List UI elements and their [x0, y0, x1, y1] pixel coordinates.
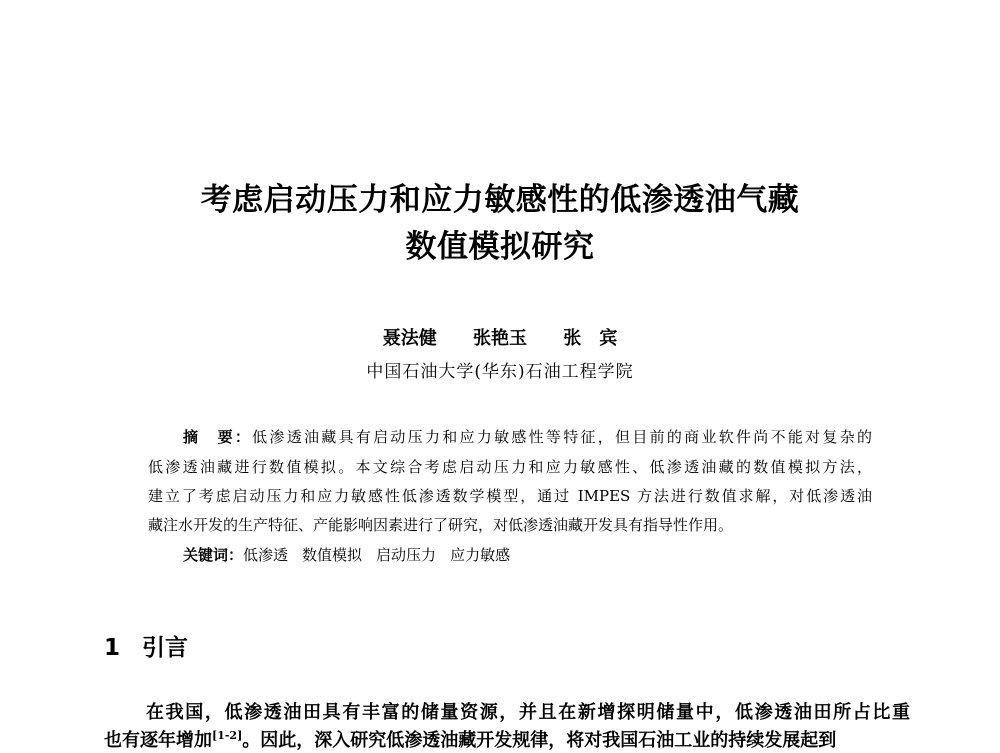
abstract-label: 摘 要： — [183, 428, 253, 446]
abstract-line: 藏注水开发的生产特征、产能影响因素进行了研究，对低渗透油藏开发具有指导性作用。 — [148, 516, 734, 534]
keywords-label: 关键词： — [183, 546, 244, 564]
keyword: 低渗透 — [243, 546, 289, 564]
section-title: 引言 — [142, 635, 189, 661]
paper-title-line-2: 数值模拟研究 — [405, 229, 595, 265]
author-list — [0, 328, 1000, 350]
abstract-text: 低渗透油藏具有启动压力和应力敏感性等特征，但目前的商业软件尚不能对复杂的 — [252, 428, 872, 446]
abstract-line — [183, 427, 872, 447]
abstract-line: 低渗透油藏进行数值模拟。本文综合考虑启动压力和应力敏感性、低渗透油藏的数值模拟方法， — [148, 458, 872, 476]
author-affiliation: 中国石油大学(华东)石油工程学院 — [366, 362, 634, 382]
author-name: 张 宾 — [563, 328, 618, 349]
author-name: 张艳玉 — [473, 328, 527, 349]
keywords-line — [183, 545, 783, 565]
section-number: 1 — [104, 635, 121, 661]
abstract-line: 建立了考虑启动压力和应力敏感性低渗透数学模型，通过 IMPES 方法进行数值求解，对低渗透油 — [148, 487, 872, 505]
section-heading — [104, 633, 188, 663]
paper-title-line-1: 考虑启动压力和应力敏感性的低渗透油气藏 — [200, 182, 800, 218]
body-text: 。因此，深入研究低渗透油藏开发规律，将对我国石油工业的持续发展起到 — [242, 730, 837, 751]
author-name: 聂法健 — [382, 328, 437, 349]
keyword: 启动压力 — [376, 546, 437, 564]
body-paragraph-line — [104, 729, 910, 753]
keyword: 数值模拟 — [302, 546, 363, 564]
body-paragraph-line: 在我国，低渗透油田具有丰富的储量资源，并且在新增探明储量中，低渗透油田所占比重 — [146, 702, 910, 723]
body-text: 也有逐年增加 — [104, 730, 212, 751]
citation: [1-2] — [212, 729, 243, 742]
keyword: 应力敏感 — [450, 546, 511, 564]
